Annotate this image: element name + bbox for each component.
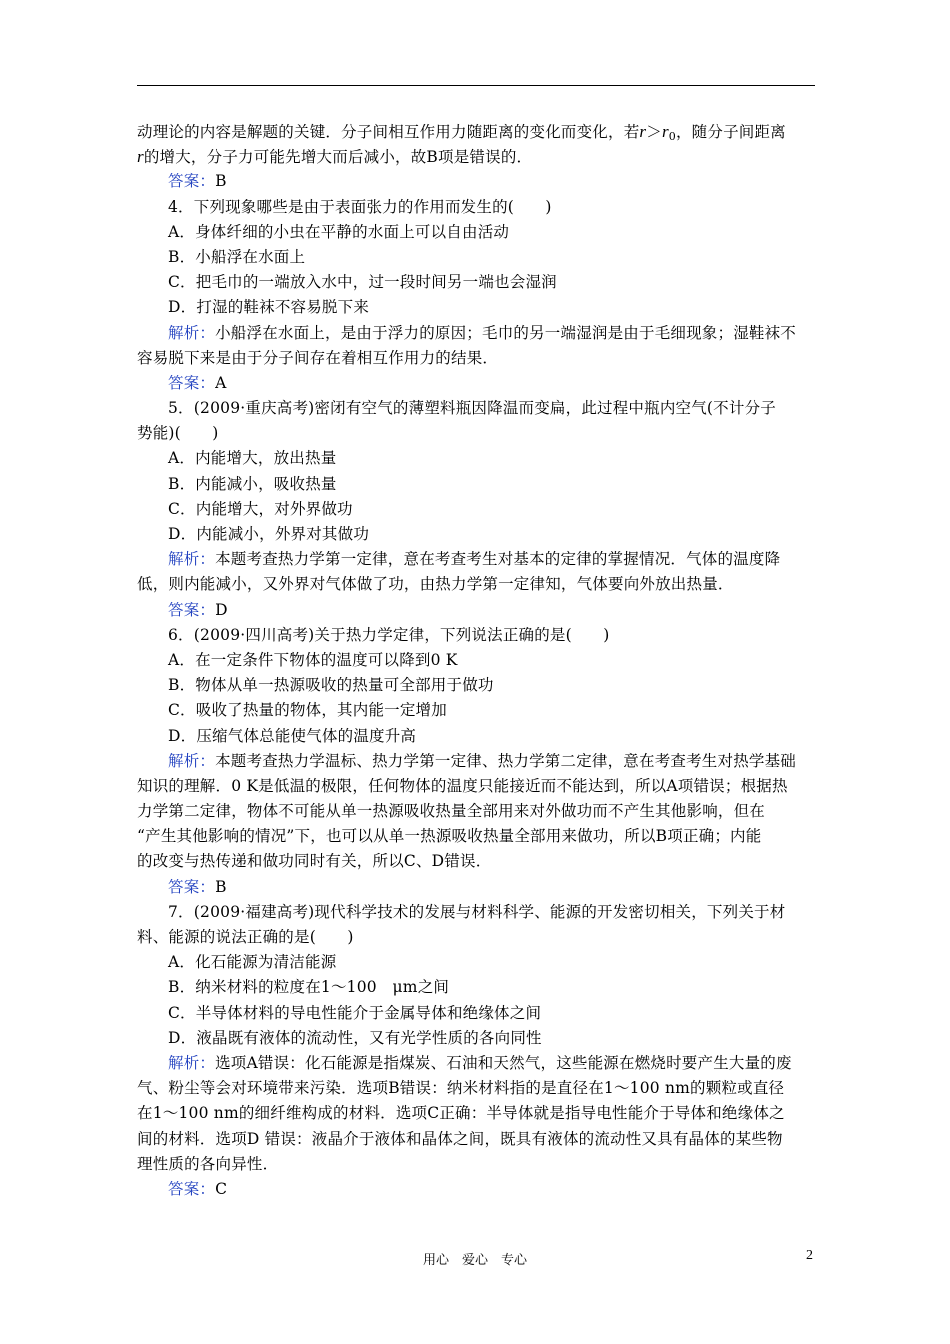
answer-line bbox=[137, 371, 817, 396]
answer-value: A bbox=[215, 373, 227, 392]
option-line bbox=[137, 975, 817, 1000]
analysis-label: 解析： bbox=[168, 550, 216, 569]
option-line bbox=[137, 245, 817, 270]
option-text: B．小船浮在水面上 bbox=[168, 247, 306, 266]
option-text: C．吸收了热量的物体，其内能一定增加 bbox=[168, 701, 447, 720]
option-text: C．内能增大，对外界做功 bbox=[168, 499, 353, 518]
option-text: A．身体纤细的小虫在平静的水面上可以自由活动 bbox=[168, 222, 510, 241]
line-text: 动理论的内容是解题的关键．分子间相互作用力随距离的变化而变化，若 bbox=[137, 123, 640, 141]
line-text: 力学第二定律，物体不可能从单一热源吸收热量全部用来对外做功而不产生其他影响，但在 bbox=[137, 802, 766, 821]
answer-label: 答案： bbox=[168, 1179, 216, 1198]
text-line bbox=[137, 1101, 817, 1126]
line-text: 容易脱下来是由于分子间存在着相互作用力的结果． bbox=[137, 348, 499, 367]
text-line bbox=[137, 849, 817, 874]
text-line bbox=[137, 1127, 817, 1152]
analysis-label: 解析： bbox=[168, 1053, 216, 1072]
text-line bbox=[137, 774, 817, 799]
line-text: 间的材料．选项D 错误：液晶介于液体和晶体之间，既具有液体的流动性又具有晶体的某些物 bbox=[137, 1129, 783, 1148]
option-line bbox=[137, 270, 817, 295]
line-text: 势能)( ) bbox=[137, 424, 219, 443]
answer-value: B bbox=[215, 172, 227, 191]
option-line bbox=[137, 497, 817, 522]
option-text: B．内能减小，吸收热量 bbox=[168, 474, 337, 493]
line-text: 在1～100 nm的细纤维构成的材料．选项C正确：半导体就是指导电性能介于导体和绝缘体之 bbox=[137, 1104, 785, 1123]
question-text: 7．(2009·福建高考)现代科学技术的发展与材料科学、能源的开发密切相关，下列关于材 bbox=[168, 902, 786, 921]
text-line bbox=[137, 144, 817, 169]
math-r: r bbox=[137, 147, 144, 167]
footer-slogan: 用心 爱心 专心 bbox=[422, 1253, 527, 1268]
line-text: 低，则内能减小，又外界对气体做了功，由热力学第一定律知，气体要向外放出热量． bbox=[137, 575, 734, 594]
analysis-text: 小船浮在水面上，是由于浮力的原因；毛巾的另一端湿润是由于毛细现象；湿鞋袜不 bbox=[215, 323, 797, 342]
analysis-label: 解析： bbox=[168, 323, 216, 342]
option-line bbox=[137, 950, 817, 975]
text-line bbox=[137, 1076, 817, 1101]
answer-label: 答案： bbox=[168, 172, 216, 191]
option-text: B．物体从单一热源吸收的热量可全部用于做功 bbox=[168, 676, 494, 695]
text-line bbox=[137, 925, 817, 950]
line-text: 料、能源的说法正确的是( ) bbox=[137, 928, 354, 946]
analysis-text: 选项A错误：化石能源是指煤炭、石油和天然气，这些能源在燃烧时要产生大量的废 bbox=[215, 1053, 792, 1072]
line-text: 理性质的各向异性． bbox=[137, 1154, 279, 1173]
math-r0-subscript: 0 bbox=[668, 130, 676, 143]
question-line bbox=[137, 396, 817, 421]
option-line bbox=[137, 1001, 817, 1026]
answer-label: 答案： bbox=[168, 877, 216, 896]
text-line bbox=[137, 824, 817, 849]
option-line bbox=[137, 446, 817, 471]
question-text: 6．(2009·四川高考)关于热力学定律，下列说法正确的是( ) bbox=[168, 625, 610, 644]
option-text: D．内能减小，外界对其做功 bbox=[168, 525, 370, 543]
text-line bbox=[137, 119, 817, 144]
page-number: 2 bbox=[806, 1248, 813, 1263]
option-text: A．在一定条件下物体的温度可以降到0 K bbox=[168, 650, 458, 669]
document-body bbox=[137, 119, 817, 1202]
option-line bbox=[137, 724, 817, 749]
option-line bbox=[137, 673, 817, 698]
question-line bbox=[137, 623, 817, 648]
header-rule bbox=[137, 85, 815, 86]
analysis-text: 本题考查热力学温标、热力学第一定律、热力学第二定律，意在考查考生对热学基础 bbox=[215, 751, 797, 770]
option-line bbox=[137, 1026, 817, 1051]
line-text-tail: ，随分子间距离 bbox=[675, 123, 786, 141]
option-text: D．压缩气体总能使气体的温度升高 bbox=[168, 726, 417, 745]
answer-label: 答案： bbox=[168, 600, 216, 619]
answer-line bbox=[137, 598, 817, 623]
option-line bbox=[137, 698, 817, 723]
option-line bbox=[137, 220, 817, 245]
line-text: “产生其他影响的情况”下，也可以从单一热源吸收热量全部用来做功，所以B项正确；内能 bbox=[137, 827, 762, 846]
option-text: B．纳米材料的粒度在1～100 μm之间 bbox=[168, 978, 450, 997]
option-text: C．半导体材料的导电性能介于金属导体和绝缘体之间 bbox=[168, 1003, 542, 1022]
math-r: r bbox=[639, 122, 647, 141]
line-text: 的改变与热传递和做功同时有关，所以C、D错误． bbox=[137, 852, 492, 871]
answer-value: B bbox=[215, 877, 227, 896]
option-text: A．内能增大，放出热量 bbox=[168, 449, 337, 468]
answer-line bbox=[137, 875, 817, 900]
line-text: 的增大，分子力可能先增大而后减小，故B项是错误的． bbox=[143, 148, 533, 167]
question-text: 4．下列现象哪些是由于表面张力的作用而发生的( ) bbox=[168, 197, 552, 216]
analysis-line bbox=[137, 321, 817, 346]
option-text: D．打湿的鞋袜不容易脱下来 bbox=[168, 298, 370, 317]
analysis-line bbox=[137, 749, 817, 774]
answer-line bbox=[137, 169, 817, 194]
option-line bbox=[137, 648, 817, 673]
line-text: 气、粉尘等会对环境带来污染．选项B错误：纳米材料指的是直径在1～100 nm的颗粒或直径 bbox=[137, 1079, 785, 1098]
text-line bbox=[137, 572, 817, 597]
analysis-line bbox=[137, 1051, 817, 1076]
math-r0: r bbox=[661, 122, 669, 141]
analysis-label: 解析： bbox=[168, 751, 216, 770]
text-line bbox=[137, 1152, 817, 1177]
question-line bbox=[137, 900, 817, 925]
line-text: 知识的理解．0 K是低温的极限，任何物体的温度只能接近而不能达到，所以A项错误；根据热 bbox=[137, 776, 788, 795]
question-text: 5．(2009·重庆高考)密闭有空气的薄塑料瓶因降温而变扁，此过程中瓶内空气(不计分子 bbox=[168, 399, 776, 418]
option-line bbox=[137, 295, 817, 320]
option-text: C．把毛巾的一端放入水中，过一段时间另一端也会湿润 bbox=[168, 273, 557, 292]
text-line bbox=[137, 799, 817, 824]
answer-line bbox=[137, 1177, 817, 1202]
analysis-line bbox=[137, 547, 817, 572]
option-text: D．液晶既有液体的流动性，又有光学性质的各向同性 bbox=[168, 1028, 542, 1047]
math-gt: ＞ bbox=[646, 123, 662, 141]
option-line bbox=[137, 522, 817, 547]
option-line bbox=[137, 472, 817, 497]
answer-label: 答案： bbox=[168, 373, 216, 392]
answer-value: C bbox=[215, 1179, 228, 1198]
text-line bbox=[137, 346, 817, 371]
option-text: A．化石能源为清洁能源 bbox=[168, 953, 337, 972]
text-line bbox=[137, 421, 817, 446]
question-line bbox=[137, 195, 817, 220]
answer-value: D bbox=[215, 600, 228, 619]
analysis-text: 本题考查热力学第一定律，意在考查考生对基本的定律的掌握情况．气体的温度降 bbox=[215, 550, 781, 569]
